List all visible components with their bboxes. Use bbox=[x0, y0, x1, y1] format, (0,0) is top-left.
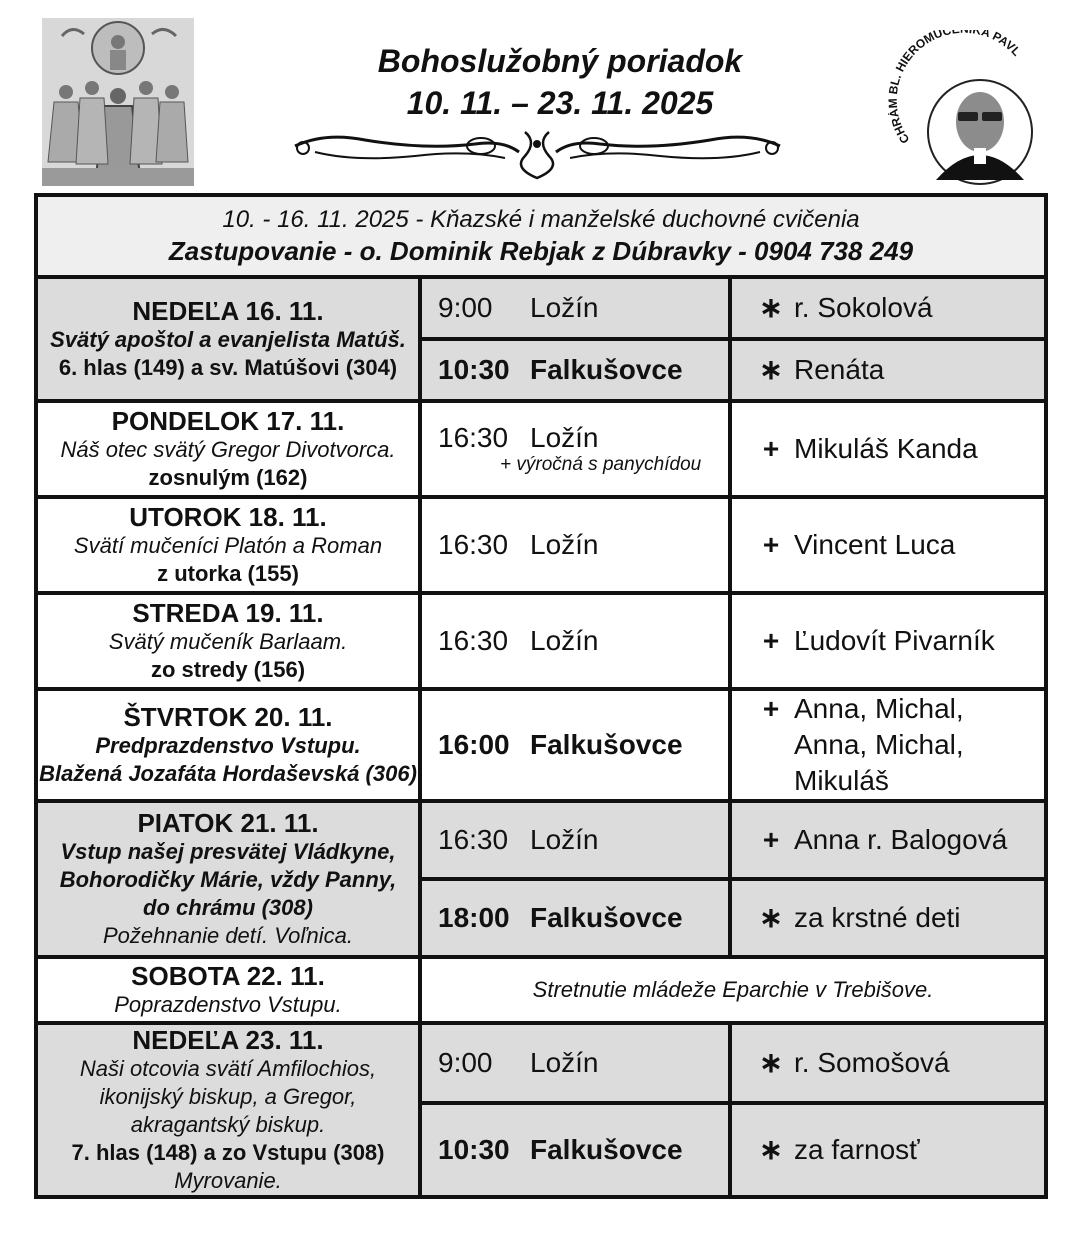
service-time-place bbox=[420, 1103, 730, 1197]
asterisk-icon: ∗ bbox=[759, 354, 783, 385]
service-note: + výročná s panychídou bbox=[500, 454, 702, 475]
service-intention bbox=[730, 277, 1046, 339]
asterisk-icon: ∗ bbox=[759, 902, 783, 933]
service-time-place bbox=[420, 1023, 730, 1103]
intention-text: r. Somošová bbox=[794, 1047, 950, 1079]
service-place: Ložín bbox=[530, 824, 599, 855]
service-intention bbox=[730, 497, 1046, 593]
day-line: Myrovanie. bbox=[174, 1168, 282, 1193]
day-line: Blažená Jozafáta Hordaševská (306) bbox=[39, 761, 417, 786]
day-cell bbox=[36, 593, 420, 689]
day-name: NEDEĽA 16. 11. bbox=[132, 296, 324, 326]
service-intention bbox=[730, 801, 1046, 879]
schedule-row bbox=[36, 801, 1046, 879]
service-time-place bbox=[420, 689, 730, 801]
page-title bbox=[300, 40, 820, 124]
title-line-1: Bohoslužobný poriadok bbox=[377, 43, 743, 79]
schedule-table bbox=[34, 193, 1048, 1199]
notice-banner bbox=[36, 195, 1046, 277]
plus-icon: + bbox=[762, 529, 780, 560]
day-name: PIATOK 21. 11. bbox=[137, 808, 319, 838]
day-line: Predprazdenstvo Vstupu. bbox=[95, 733, 361, 758]
day-cell bbox=[36, 801, 420, 957]
day-cell bbox=[36, 277, 420, 401]
day-line: z utorka (155) bbox=[157, 561, 299, 586]
day-line: Náš otec svätý Gregor Divotvorca. bbox=[60, 437, 396, 462]
plus-icon: + bbox=[762, 693, 780, 724]
icon-image bbox=[42, 18, 194, 186]
service-time: 9:00 bbox=[438, 1047, 493, 1079]
day-line: Svätý apoštol a evanjelista Matúš. bbox=[50, 327, 406, 352]
service-time: 10:30 bbox=[438, 354, 510, 385]
day-line: do chrámu (308) bbox=[143, 895, 313, 920]
day-cell bbox=[36, 401, 420, 497]
service-intention bbox=[730, 1023, 1046, 1103]
service-time-place bbox=[420, 339, 730, 401]
day-name: ŠTVRTOK 20. 11. bbox=[123, 702, 333, 732]
service-intention bbox=[730, 339, 1046, 401]
day-line: Svätý mučeník Barlaam. bbox=[108, 629, 348, 654]
schedule-row bbox=[36, 957, 1046, 1023]
service-time-place bbox=[420, 497, 730, 593]
service-intention bbox=[730, 1103, 1046, 1197]
service-time-place bbox=[420, 801, 730, 879]
notice-line-2: Zastupovanie - o. Dominik Rebjak z Dúbravky - 0904 738 249 bbox=[168, 236, 914, 266]
schedule-row bbox=[36, 689, 1046, 801]
title-line-2: 10. 11. – 23. 11. 2025 bbox=[406, 85, 714, 121]
day-name: SOBOTA 22. 11. bbox=[131, 961, 325, 991]
service-place: Ložín bbox=[530, 1047, 599, 1079]
notice-line-1: 10. - 16. 11. 2025 - Kňazské i manželské duchovné cvičenia bbox=[222, 206, 860, 233]
service-place: Ložín bbox=[530, 422, 599, 453]
service-place: Ložín bbox=[530, 625, 599, 656]
service-time: 16:00 bbox=[438, 729, 510, 760]
day-line: Naši otcovia svätí Amfilochios, ikonijský biskup, a Gregor, akragantský biskup. bbox=[79, 1056, 377, 1137]
intention-text: Anna, Michal, Anna, Michal, Mikuláš bbox=[794, 693, 964, 796]
day-cell bbox=[36, 1023, 420, 1197]
day-line: zosnulým (162) bbox=[148, 465, 308, 490]
day-note: Stretnutie mládeže Eparchie v Trebišove. bbox=[420, 957, 1046, 1023]
ornament-divider bbox=[285, 124, 790, 180]
service-time: 16:30 bbox=[438, 625, 509, 656]
service-time: 16:30 bbox=[438, 824, 509, 855]
schedule-row bbox=[36, 497, 1046, 593]
service-intention bbox=[730, 689, 1046, 801]
day-line: Vstup našej presvätej Vládkyne, bbox=[60, 839, 396, 864]
asterisk-icon: ∗ bbox=[759, 1134, 783, 1166]
service-place: Falkušovce bbox=[530, 354, 683, 385]
service-time: 10:30 bbox=[438, 1134, 510, 1166]
service-place: Falkušovce bbox=[530, 1134, 683, 1166]
plus-icon: + bbox=[762, 433, 780, 464]
day-cell bbox=[36, 957, 420, 1023]
day-line: zo stredy (156) bbox=[150, 657, 306, 682]
schedule-row bbox=[36, 593, 1046, 689]
intention-text: za krstné deti bbox=[794, 902, 961, 933]
service-time: 18:00 bbox=[438, 902, 510, 933]
service-time-place bbox=[420, 879, 730, 957]
day-name: PONDELOK 17. 11. bbox=[111, 406, 345, 436]
service-place: Falkušovce bbox=[530, 729, 683, 760]
day-line: 7. hlas (148) a zo Vstupu (308) bbox=[71, 1140, 385, 1165]
plus-icon: + bbox=[762, 824, 780, 855]
day-name: NEDEĽA 23. 11. bbox=[132, 1025, 324, 1055]
service-time-place bbox=[420, 401, 730, 497]
schedule-row bbox=[36, 1023, 1046, 1103]
service-intention bbox=[730, 593, 1046, 689]
day-line: 6. hlas (149) a sv. Matúšovi (304) bbox=[58, 355, 398, 380]
day-line: Bohorodičky Márie, vždy Panny, bbox=[59, 867, 397, 892]
intention-text: za farnosť bbox=[794, 1134, 920, 1166]
intention-text: Anna r. Balogová bbox=[794, 824, 1008, 855]
service-time-place bbox=[420, 277, 730, 339]
day-line: Požehnanie detí. Voľnica. bbox=[103, 923, 353, 948]
schedule-row bbox=[36, 277, 1046, 339]
service-time: 16:30 bbox=[438, 529, 509, 560]
intention-text: Renáta bbox=[794, 354, 885, 385]
intention-text: Ľudovít Pivarník bbox=[794, 625, 995, 656]
day-name: STREDA 19. 11. bbox=[132, 598, 324, 628]
intention-text: Mikuláš Kanda bbox=[794, 433, 978, 464]
plus-icon: + bbox=[762, 625, 780, 656]
svg-text:CHRÁM BL. HIEROMUČENÍKA PAVLA: CHR L. HIEROMUČ KA PAVL bbox=[888, 30, 1024, 147]
day-line: Poprazdenstvo Vstupu. bbox=[114, 992, 342, 1017]
asterisk-icon: ∗ bbox=[759, 1047, 783, 1079]
day-cell bbox=[36, 497, 420, 593]
service-time: 16:30 bbox=[438, 422, 509, 453]
day-name: UTOROK 18. 11. bbox=[129, 502, 327, 532]
intention-text: Vincent Luca bbox=[794, 529, 956, 560]
service-place: Ložín bbox=[530, 292, 599, 323]
service-place: Ložín bbox=[530, 529, 599, 560]
asterisk-icon: ∗ bbox=[759, 292, 783, 323]
church-logo bbox=[888, 30, 1038, 188]
service-time-place bbox=[420, 593, 730, 689]
service-intention bbox=[730, 879, 1046, 957]
service-intention bbox=[730, 401, 1046, 497]
service-place: Falkušovce bbox=[530, 902, 683, 933]
schedule-row bbox=[36, 401, 1046, 497]
day-cell bbox=[36, 689, 420, 801]
service-time: 9:00 bbox=[438, 292, 493, 323]
day-line: Svätí mučeníci Platón a Roman bbox=[73, 533, 383, 558]
intention-text: r. Sokolová bbox=[794, 292, 933, 323]
